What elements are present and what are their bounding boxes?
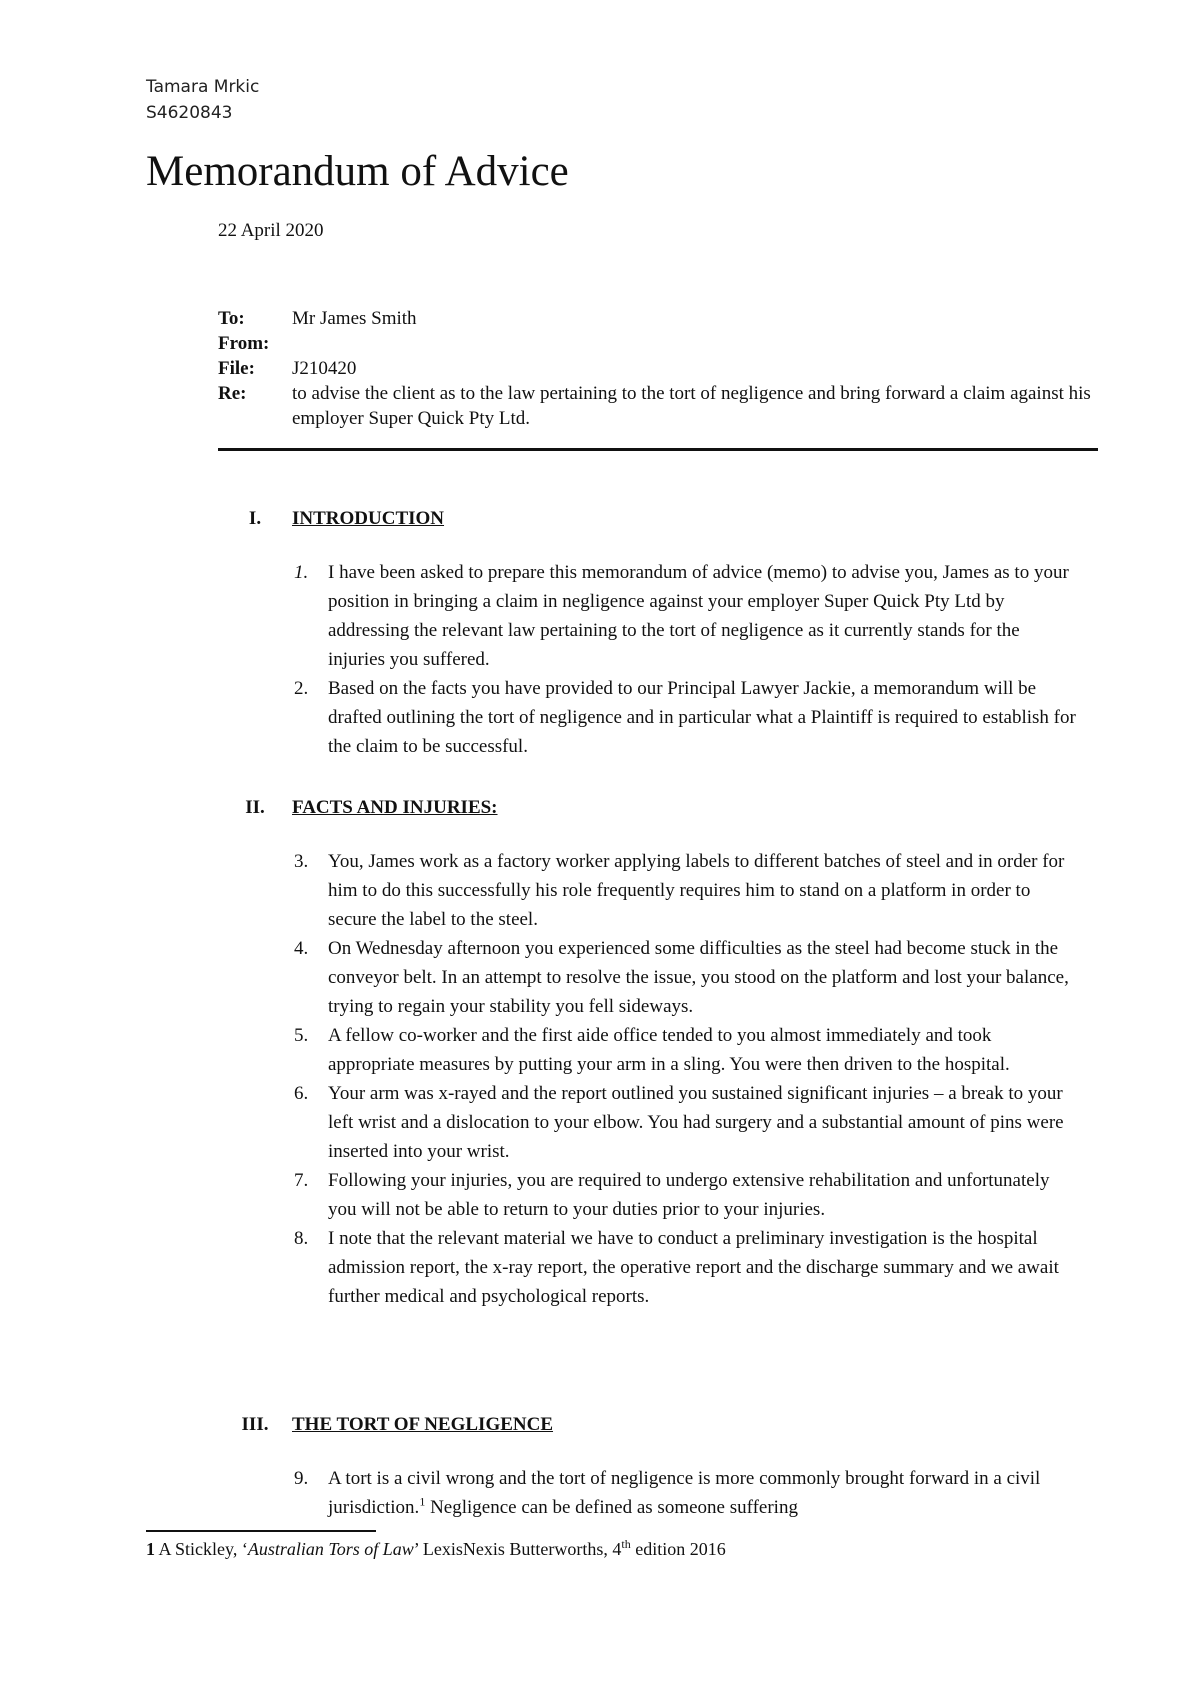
section-title: FACTS AND INJURIES: xyxy=(292,797,498,818)
document-title: Memorandum of Advice xyxy=(146,148,569,195)
meta-label: Re: xyxy=(218,383,247,404)
list-item xyxy=(218,674,1078,761)
paragraph-number: 7. xyxy=(294,1170,309,1191)
paragraph-text: You, James work as a factory worker applying labels to different batches of steel and in order for him to do this successfully his role frequently requires him to stand on a platform in order to secure the label to the steel. xyxy=(328,851,1065,930)
paragraph-text-start: A tort is a civil wrong and the tort of negligence is more commonly brought forward in a civil jurisdiction. xyxy=(328,1468,1041,1518)
section-title: INTRODUCTION xyxy=(292,508,445,529)
footnote-end: edition 2016 xyxy=(630,1539,726,1559)
section-number: I. xyxy=(248,508,262,529)
footnote-divider xyxy=(146,1530,376,1532)
section-introduction xyxy=(218,506,1078,761)
paragraph-list xyxy=(218,558,1078,761)
author-name: Tamara Mrkic xyxy=(146,77,260,97)
paragraph-number: 3. xyxy=(294,851,309,872)
meta-to xyxy=(218,306,1098,331)
footnote-ordinal: th xyxy=(621,1537,631,1551)
paragraph-number: 1. xyxy=(294,562,309,583)
footnote-source-title: Australian Tors of Law xyxy=(247,1539,414,1559)
meta-label: File: xyxy=(218,358,255,379)
meta-value xyxy=(292,331,1098,356)
list-item xyxy=(218,1166,1078,1224)
footnote-number: 1 xyxy=(146,1539,155,1559)
paragraph-text: Following your injuries, you are required to undergo extensive rehabilitation and unfortunately you will not be able to return to your duties prior to your injuries. xyxy=(328,1170,1050,1220)
paragraph-text-end: Negligence can be defined as someone suffering xyxy=(425,1497,798,1518)
list-item xyxy=(218,1021,1078,1079)
list-item xyxy=(218,1079,1078,1166)
meta-value: J210420 xyxy=(292,358,357,379)
paragraph-list xyxy=(218,1464,1078,1522)
paragraph-text xyxy=(328,1464,1078,1522)
meta-label: To: xyxy=(218,308,245,329)
paragraph-text: I note that the relevant material we have to conduct a preliminary investigation is the hospital admission report, the x-ray report, the operative report and the discharge summary and we await further medical and psychological reports. xyxy=(328,1228,1059,1307)
section-title: THE TORT OF NEGLIGENCE xyxy=(292,1414,554,1435)
list-item xyxy=(218,934,1078,1021)
section-heading xyxy=(218,795,1078,821)
meta-re xyxy=(218,381,1098,431)
memo-date: 22 April 2020 xyxy=(218,220,324,241)
meta-from xyxy=(218,331,1098,356)
paragraph-list xyxy=(218,847,1078,1311)
section-number: II. xyxy=(245,797,265,818)
paragraph-number: 9. xyxy=(294,1468,309,1489)
list-item xyxy=(218,558,1078,674)
footnote xyxy=(146,1536,726,1562)
section-heading xyxy=(218,506,1078,532)
section-number: III. xyxy=(241,1414,269,1435)
list-item xyxy=(218,1224,1078,1311)
meta-label: From: xyxy=(218,333,270,354)
section-facts-injuries xyxy=(218,795,1078,1311)
section-heading xyxy=(218,1412,1078,1438)
paragraph-text: Based on the facts you have provided to our Principal Lawyer Jackie, a memorandum will be drafted outlining the tort of negligence and in particular what a Plaintiff is required to establish for the claim to be successful. xyxy=(328,678,1076,757)
meta-value: to advise the client as to the law pertaining to the tort of negligence and bring forward a claim against his employer Super Quick Pty Ltd. xyxy=(292,383,1091,429)
footnote-prefix: A Stickley, ‘ xyxy=(155,1539,248,1559)
footnote-reference[interactable]: 1 xyxy=(419,1494,426,1509)
paragraph-number: 6. xyxy=(294,1083,309,1104)
footnote-suffix: ’ LexisNexis Butterworths, 4 xyxy=(413,1539,622,1559)
paragraph-text: I have been asked to prepare this memorandum of advice (memo) to advise you, James as to your position in bringing a claim in negligence against your employer Super Quick Pty Ltd by addressing the relevant law pertaining to the tort of negligence as it currently stands for the injuries you suffered. xyxy=(328,562,1069,670)
paragraph-number: 5. xyxy=(294,1025,309,1046)
author-block xyxy=(146,74,259,126)
paragraph-text: A fellow co-worker and the first aide office tended to you almost immediately and took appropriate measures by putting your arm in a sling. You were then driven to the hospital. xyxy=(328,1025,1010,1075)
list-item xyxy=(218,847,1078,934)
memo-header xyxy=(218,306,1098,431)
paragraph-number: 8. xyxy=(294,1228,309,1249)
list-item xyxy=(218,1464,1078,1522)
meta-file xyxy=(218,356,1098,381)
paragraph-text: Your arm was x-rayed and the report outlined you sustained significant injuries – a break to your left wrist and a dislocation to your elbow. You had surgery and a substantial amount of pins were inserted into your wrist. xyxy=(328,1083,1064,1162)
paragraph-number: 2. xyxy=(294,678,309,699)
paragraph-text: On Wednesday afternoon you experienced some difficulties as the steel had become stuck in the conveyor belt. In an attempt to resolve the issue, you stood on the platform and lost your balance, trying to regain your stability you fell sideways. xyxy=(328,938,1069,1017)
meta-value: Mr James Smith xyxy=(292,308,417,329)
student-id: S4620843 xyxy=(146,103,233,123)
section-tort-of-negligence xyxy=(218,1412,1078,1522)
paragraph-number: 4. xyxy=(294,938,309,959)
header-divider xyxy=(218,448,1098,451)
